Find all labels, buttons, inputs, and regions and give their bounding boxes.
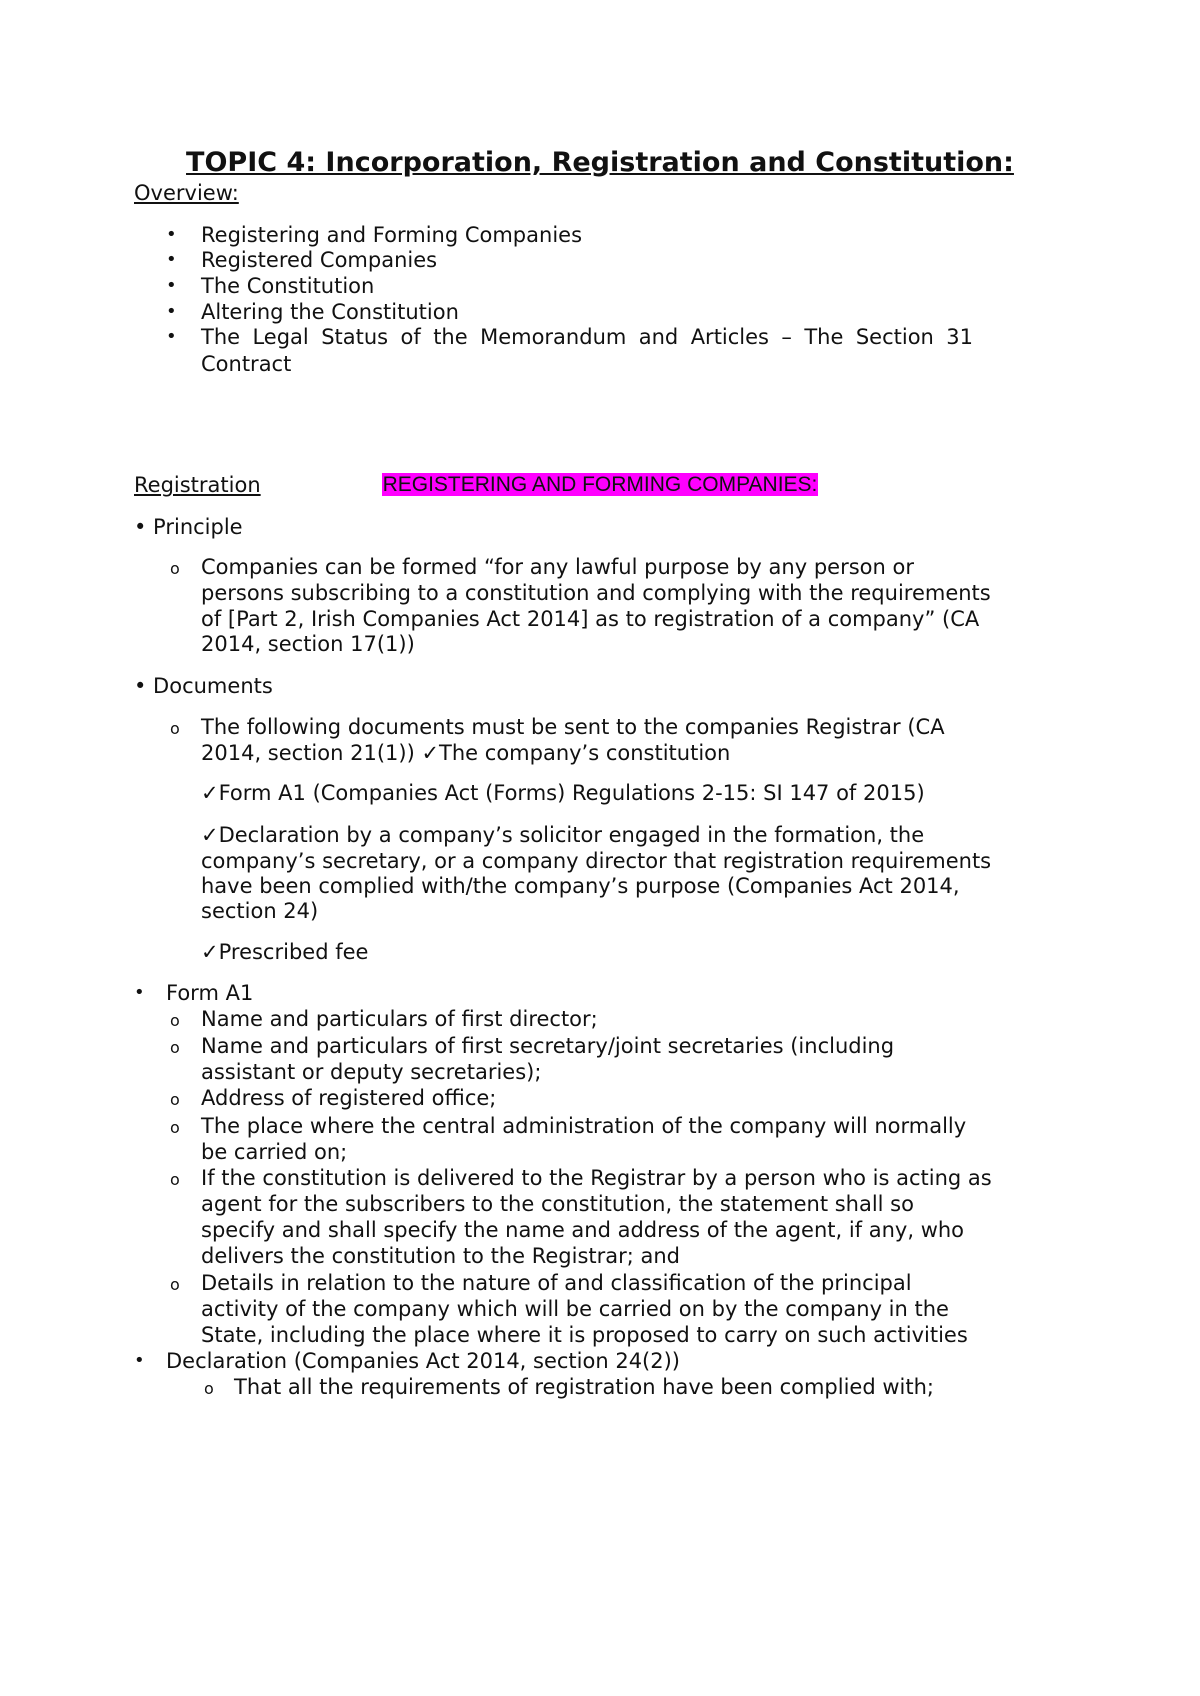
bullet-icon: •	[134, 982, 145, 1003]
list-item: Registered Companies	[201, 248, 438, 272]
form-a1-item-continuation: State, including the place where it is proposed to carry on such activities	[201, 1323, 968, 1347]
form-a1-item-continuation: delivers the constitution to the Registrar; and	[201, 1244, 681, 1268]
form-a1-item-continuation: specify and shall specify the name and address of the agent, if any, who	[201, 1218, 965, 1242]
list-item: Altering the Constitution	[201, 300, 459, 324]
form-a1-item: Name and particulars of first director;	[201, 1007, 598, 1031]
principle-line: persons subscribing to a constitution and complying with the requirements	[201, 581, 991, 605]
section-heading-text: REGISTERING AND FORMING COMPANIES:	[382, 473, 818, 496]
form-a1-item-continuation: be carried on;	[201, 1140, 348, 1164]
list-item: The Legal Status of the Memorandum and Articles – The Section 31	[201, 325, 973, 349]
check-form-a1: ✓Form A1 (Companies Act (Forms) Regulations 2-15: SI 147 of 2015)	[201, 781, 925, 805]
circle-bullet-icon: o	[170, 1170, 180, 1189]
bullet-icon: •	[166, 224, 177, 245]
form-a1-item: If the constitution is delivered to the Registrar by a person who is acting as	[201, 1166, 992, 1190]
documents-line: 2014, section 21(1)) ✓The company’s constitution	[201, 741, 731, 765]
principle-line: 2014, section 17(1))	[201, 632, 415, 656]
check-fee: ✓Prescribed fee	[201, 940, 369, 964]
circle-bullet-icon: o	[170, 719, 180, 738]
documents-line: The following documents must be sent to the companies Registrar (CA	[201, 715, 945, 739]
check-declaration-line: ✓Declaration by a company’s solicitor engaged in the formation, the	[201, 823, 925, 847]
overview-label: Overview:	[134, 181, 239, 205]
form-a1-item: Name and particulars of first secretary/joint secretaries (including	[201, 1034, 895, 1058]
bullet-icon: •	[134, 1350, 145, 1371]
circle-bullet-icon: o	[170, 1011, 180, 1030]
form-a1-item: Address of registered office;	[201, 1086, 497, 1110]
form-a1-item: The place where the central administration of the company will normally	[201, 1114, 967, 1138]
principle-line: Companies can be formed “for any lawful purpose by any person or	[201, 555, 914, 579]
circle-bullet-icon: o	[204, 1379, 214, 1398]
circle-bullet-icon: o	[170, 1038, 180, 1057]
circle-bullet-icon: o	[170, 559, 180, 578]
list-item: Registering and Forming Companies	[201, 223, 583, 247]
declaration-item: That all the requirements of registration have been complied with;	[234, 1375, 934, 1399]
bullet-icon: •	[166, 275, 177, 296]
form-a1-item: Details in relation to the nature of and classification of the principal	[201, 1271, 912, 1295]
bullet-icon: •	[166, 301, 177, 322]
registration-heading: Registration	[134, 473, 261, 497]
documents-label: • Documents	[134, 674, 273, 698]
list-item: The Constitution	[201, 274, 375, 298]
circle-bullet-icon: o	[170, 1118, 180, 1137]
declaration-label: Declaration (Companies Act 2014, section 24(2))	[166, 1349, 680, 1373]
bullet-icon: •	[166, 249, 177, 270]
principle-label: • Principle	[134, 515, 243, 539]
page-title: TOPIC 4: Incorporation, Registration and Constitution:	[186, 147, 1014, 178]
form-a1-label: Form A1	[166, 981, 254, 1005]
check-declaration-line: company’s secretary, or a company director that registration requirements	[201, 849, 992, 873]
list-item-continuation: Contract	[201, 352, 292, 376]
check-declaration-line: have been complied with/the company’s purpose (Companies Act 2014,	[201, 874, 960, 898]
form-a1-item-continuation: agent for the subscribers to the constitution, the statement shall so	[201, 1192, 914, 1216]
form-a1-item-continuation: activity of the company which will be carried on by the company in the	[201, 1297, 949, 1321]
circle-bullet-icon: o	[170, 1090, 180, 1109]
circle-bullet-icon: o	[170, 1275, 180, 1294]
principle-line: of [Part 2, Irish Companies Act 2014] as to registration of a company” (CA	[201, 607, 980, 631]
form-a1-item-continuation: assistant or deputy secretaries);	[201, 1060, 542, 1084]
check-declaration-line: section 24)	[201, 899, 319, 923]
bullet-icon: •	[166, 326, 177, 347]
